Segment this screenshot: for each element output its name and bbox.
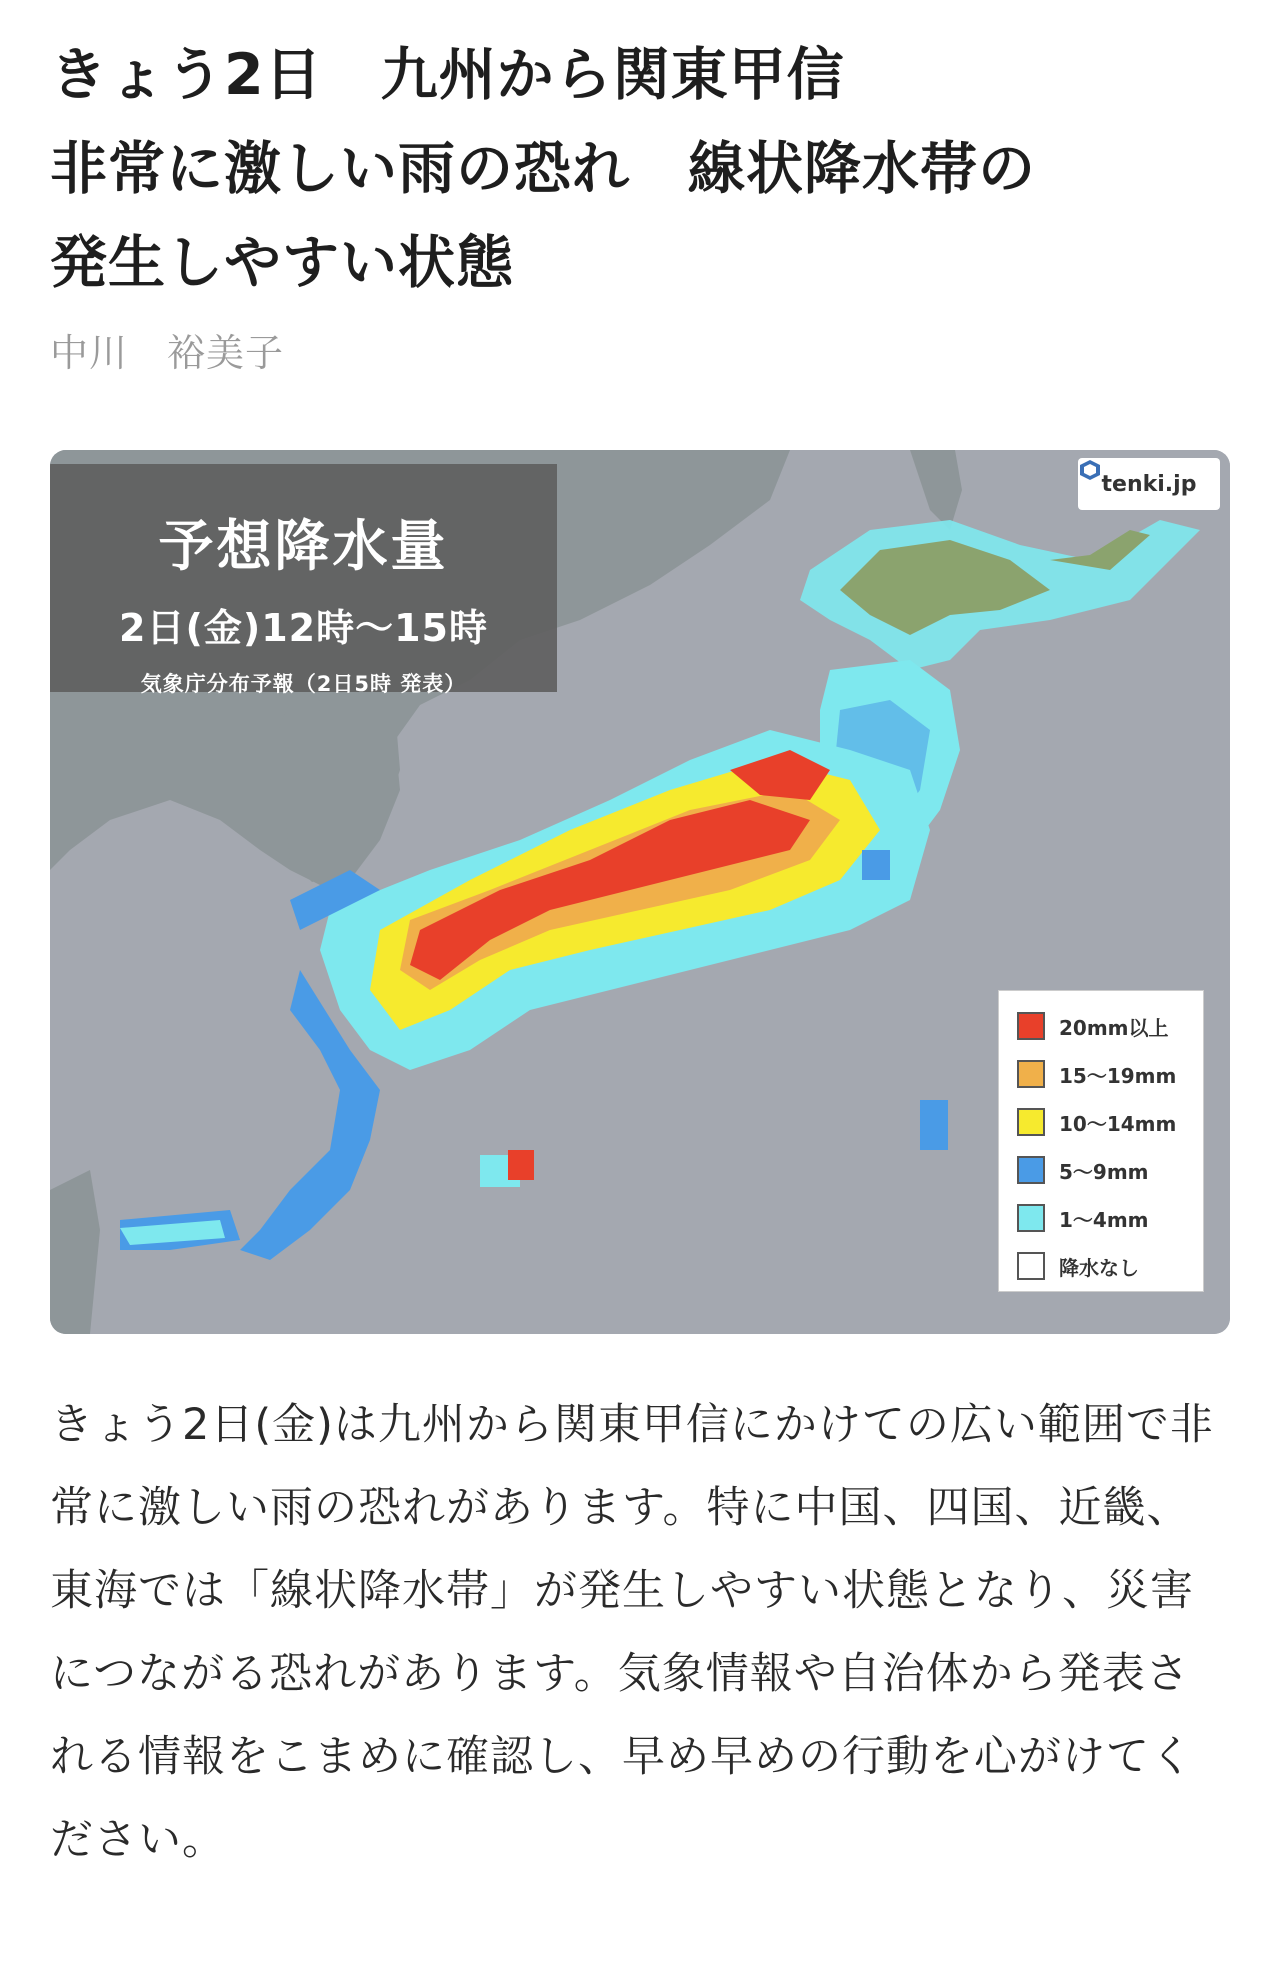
headline-line-2: 非常に激しい雨の恐れ 線状降水帯の <box>50 136 1036 202</box>
legend-item <box>1017 1249 1139 1283</box>
article-headline <box>50 28 1240 310</box>
legend-label: 10〜14mm <box>1059 1111 1177 1136</box>
legend-label: 15〜19mm <box>1059 1063 1177 1088</box>
tenki-logo-icon <box>1078 458 1102 482</box>
body-line: 常に激しい雨の恐れがあります。特に中国、四国、近畿、 <box>50 1483 1191 1533</box>
legend-swatch <box>1017 1156 1045 1184</box>
map-source: 気象庁分布予報（2日5時 発表） <box>140 672 467 696</box>
legend-item <box>1017 1153 1149 1187</box>
legend-label: 降水なし <box>1059 1255 1139 1280</box>
ogasawara-moderate-rain <box>920 1100 948 1150</box>
legend-label: 5〜9mm <box>1059 1159 1149 1184</box>
brand-name: tenki.jp <box>1101 471 1197 497</box>
legend-swatch <box>1017 1012 1045 1040</box>
legend-item <box>1017 1201 1149 1235</box>
body-line: ださい。 <box>50 1815 226 1865</box>
legend-swatch <box>1017 1204 1045 1232</box>
map-title: 予想降水量 <box>158 514 449 578</box>
izu-intense-rain <box>508 1150 534 1180</box>
legend-item <box>1017 1057 1176 1091</box>
headline-line-3: 発生しやすい状態 <box>50 230 514 296</box>
precipitation-forecast-map[interactable] <box>50 450 1230 1334</box>
legend-item <box>1017 1105 1176 1139</box>
legend-label: 1〜4mm <box>1059 1207 1149 1232</box>
article-author[interactable]: 中川 裕美子 <box>50 331 285 375</box>
legend-item <box>1017 1009 1169 1043</box>
body-line: 東海では「線状降水帯」が発生しやすい状態となり、災害 <box>50 1566 1194 1616</box>
body-line: につながる恐れがあります。気象情報や自治体から発表さ <box>50 1649 1190 1699</box>
legend-swatch <box>1017 1252 1045 1280</box>
izu-islands-moderate-rain <box>862 850 890 880</box>
map-time-range: 2日(金)12時〜15時 <box>119 606 488 650</box>
legend-swatch <box>1017 1060 1045 1088</box>
legend-swatch <box>1017 1108 1045 1136</box>
body-line: きょう2日(金)は九州から関東甲信にかけての広い範囲で非 <box>50 1400 1214 1450</box>
headline-line-1: きょう2日 九州から関東甲信 <box>50 42 845 108</box>
legend-label: 20mm以上 <box>1059 1015 1169 1040</box>
map-legend <box>998 990 1204 1292</box>
body-line: れる情報をこまめに確認し、早め早めの行動を心がけてく <box>50 1732 1194 1782</box>
tenki-brand-badge <box>1078 458 1220 510</box>
article-body <box>50 1384 1240 1882</box>
map-title-box <box>50 464 557 696</box>
